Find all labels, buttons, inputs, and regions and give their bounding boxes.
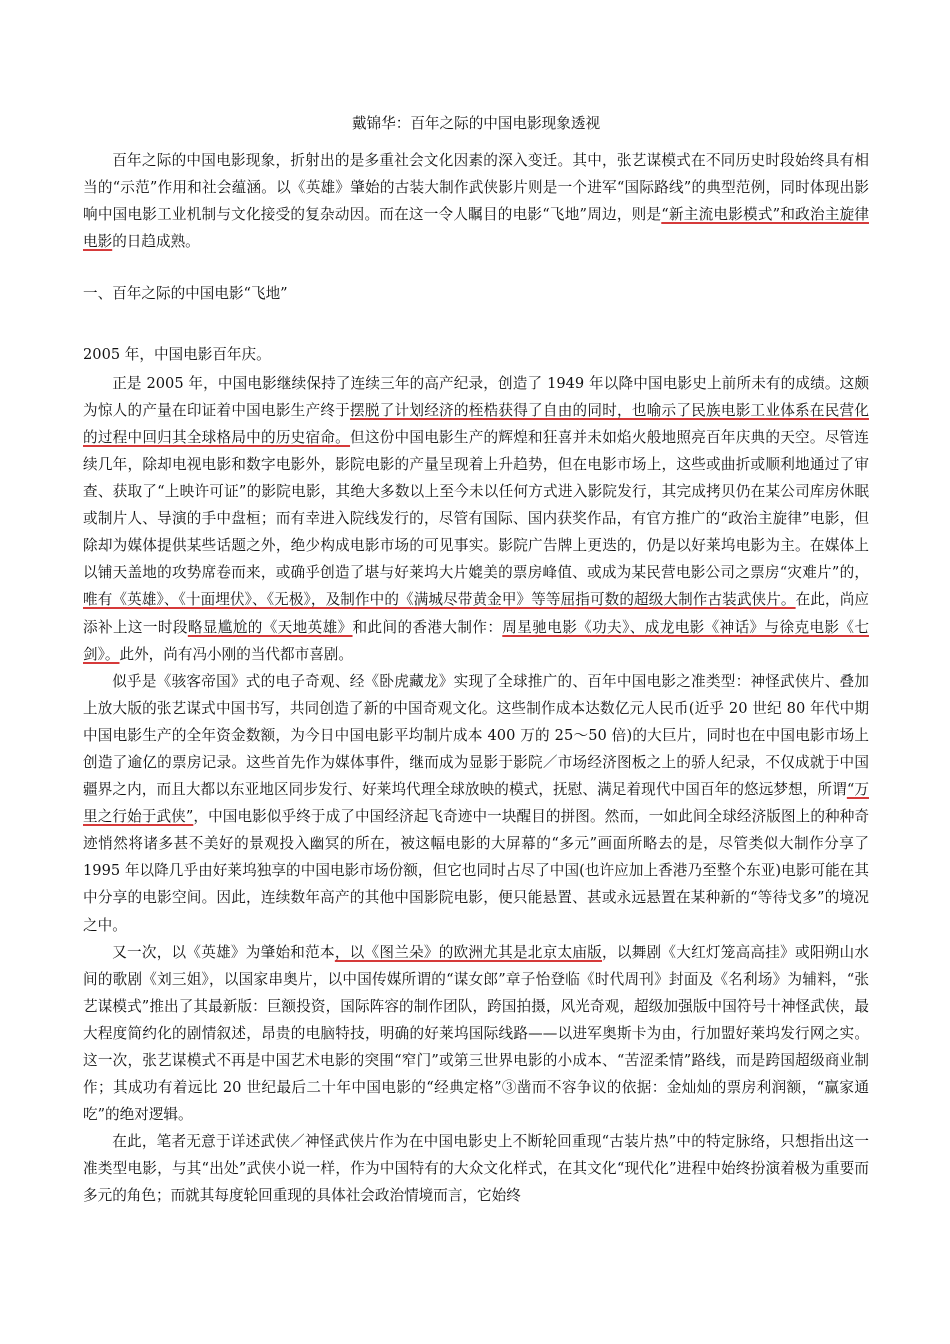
- underlined-phrase: ，以《图兰朵》的欧洲尤其是北京太庙版: [334, 943, 603, 961]
- p3-text-b: ，以舞剧《大红灯笼高高挂》或阳朔山水间的歌剧《刘三姐》，以国家串奥片，以中国传媒所谓的“谋女郎”章子怡登临《时代周刊》封面及《名利场》为辅料，“张艺谋模式”推出了其最新版：巨额投资，国际阵容的制作团队，跨国拍摄，风光奇观，超级加强版中国符号十神怪武侠，最大程度简约化的剧情叙述，昂贵的电脑特技，明确的好莱坞国际线路——以进军奥斯卡为由，行加盟好莱坞发行网之实。这一次，张艺谋模式不再是中国艺术电影的突围“窄门”或第三世界电影的小成本、“苦涩柔情”路线，而是跨国超级商业制作；其成功有着远比 20 世纪最后二十年中国电影的“经典定格”③凿而不容争议的依据：金灿灿的票房利润额，“赢家通吃”的绝对逻辑。: [83, 943, 869, 1124]
- p2-text-b: ，中国电影似乎终于成了中国经济起飞奇迹中一块醒目的拼图。然而，一如此间全球经济版图上的种种奇迹悄然将诸多甚不美好的景观投入幽冥的所在，被这幅电影的大屏幕的“多元”画面所略去的是，尽管类似大制作分享了 1995 年以降几乎由好莱坞独享的中国电影市场份额，但它也同时占尽了中国(也许应加上香港乃至整个东亚)电影可能在其中分享的电影空间。因此，连续数年高产的其他中国影院电影，便只能悬置、甚或永远悬置在某种新的“等待戈多”的境况之中。: [83, 808, 869, 934]
- p2-text-a: 似乎是《骇客帝国》式的电子奇观、经《卧虎藏龙》实现了全球推广的、百年中国电影之准类型：神怪武侠片、叠加上放大版的张艺谋式中国书写，共同创造了新的中国奇观文化。这些制作成本达数亿元人民币(近乎 20 世纪 80 年代中期中国电影生产的全年资金数额，为今日中国电影平均制片成本 400 万的 25～50 倍)的大巨片，同时也在中国电影市场上创造了逾亿的票房记录。这些首先作为媒体事件，继而成为显影于影院／市场经济图板之上的骄人纪录，不仅成就于中国疆界之内，而且大都以东亚地区同步发行、好莱坞代理全球放映的模式，抚慰、满足着现代中国百年的悠远梦想，所谓: [83, 672, 869, 799]
- document-title: 戴锦华：百年之际的中国电影现象透视: [351, 115, 601, 132]
- p1-text-d: 和此间的香港大制作：: [352, 618, 503, 636]
- p1-text-a: 正是 2005 年，中国电影继续保持了连续三年的高产纪录，创造了 1949 年以降中国电影史上前所未有的成绩。这颇为惊人的产量在印证着中国电影生产终于: [83, 374, 869, 419]
- body-paragraph-4: 在此，笔者无意于详述武侠／神怪武侠片作为在中国电影史上不断轮回重现“古装片热”中的特定脉络，只想指出这一准类型电影，与其“出处”武侠小说一样，作为中国特有的大众文化样式，在其文化“现代化”进程中始终扮演着极为重要而多元的角色；而就其每度轮回重现的具体社会政治情境而言，它始终: [83, 1133, 869, 1205]
- intro-text-end: 的日趋成熟。: [112, 233, 200, 251]
- intro-paragraph: [83, 147, 869, 255]
- underlined-phrase: 唯有《英雄》、《十面埋伏》、《无极》，及制作中的《满城尽带黄金甲》等等屈指可数的超级大制作古装武侠片。: [83, 591, 796, 609]
- p1-text-b: 但这份中国电影生产的辉煌和狂喜并未如焰火般地照亮百年庆典的天空。尽管连续几年，除却电视电影和数字电影外，影院电影的产量呈现着上升趋势，但在电影市场上，这些或曲折或顺利地通过了审查、获取了“上映许可证”的影院电影，其绝大多数以上至今未以任何方式进入影院发行，其完成拷贝仍在某公司库房休眠或制片人、导演的手中盘桓；而有幸进入院线发行的，尽管有国际、国内获奖作品，有官方推广的“政治主旋律”电影，但除却为媒体提供某些话题之外，绝少构成电影市场的可见事实。影院广告牌上更迭的，仍是以好莱坞电影为主。在媒体上以铺天盖地的攻势席卷而来，或确乎创造了堪与好莱坞大片媲美的票房峰值、或成为某民营电影公司之票房“灾难片”的，: [83, 428, 869, 582]
- intro-text: 百年之际的中国电影现象，折射出的是多重社会文化因素的深入变迁。其中，张艺谋模式在不同历史时段始终具有相当的“示范”作用和社会蕴涵。以《英雄》肇始的古装大制作武侠影片则是一个进军“国际路线”的典型范例，同时体现出影响中国电影工业机制与文化接受的复杂动因。而在这一令人瞩目的电影“飞地”周边，则是: [83, 152, 869, 224]
- body-paragraph-3: [83, 939, 869, 1129]
- document-page: [83, 110, 869, 1210]
- underlined-phrase: 略显尴尬的《天地英雄》: [187, 618, 353, 636]
- section-heading: 一、百年之际的中国电影“飞地”: [83, 285, 288, 303]
- p1-text-c: 在此，尚应添补上这一时段: [83, 591, 869, 636]
- body-paragraph-1: [83, 370, 869, 668]
- p1-text-e: 此外，尚有冯小刚的当代都市喜剧。: [119, 645, 353, 663]
- p3-text-a: 又一次，以《英雄》为肇始和范本: [112, 943, 335, 961]
- underlined-phrase: “新主流电影模式”和政治主旋律电影: [83, 206, 869, 251]
- underlined-phrase: 周星驰电影《功夫》、成龙电影《神话》与徐克电影《七剑》。: [83, 618, 869, 663]
- underlined-phrase: 摆脱了计划经济的桎梏获得了自由的同时，也喻示了民族电影工业体系在民营化的过程中回归其全球格局中的历史宿命。: [83, 401, 869, 446]
- underlined-phrase: “万里之行始于武侠”: [83, 781, 869, 826]
- anniversary-line: 2005 年，中国电影百年庆。: [83, 345, 271, 363]
- body-paragraph-2: [83, 668, 869, 939]
